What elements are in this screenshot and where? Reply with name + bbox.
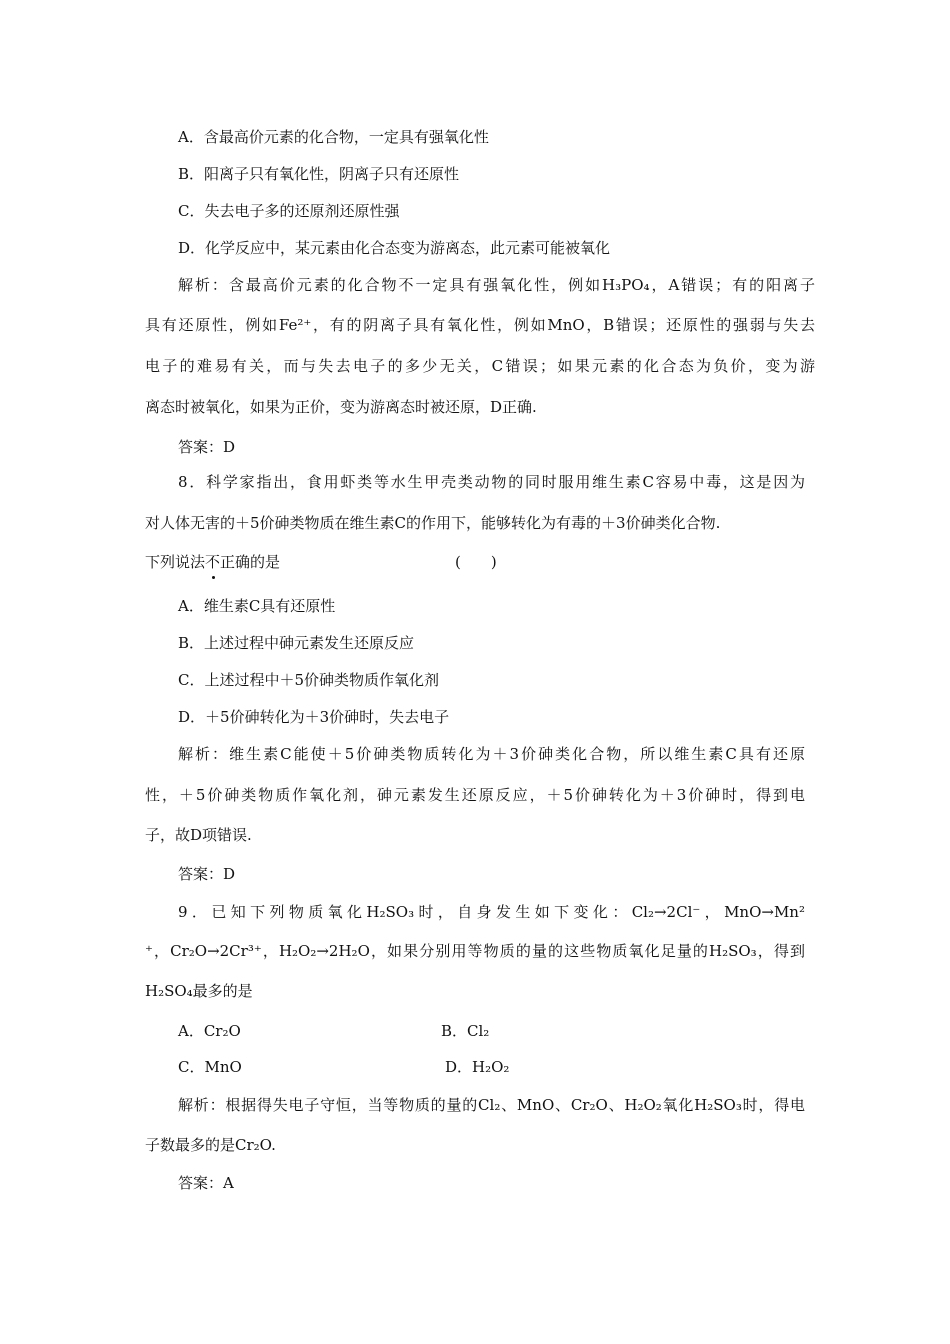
q7-option-b: B．阳离子只有氧化性，阴离子只有还原性 (178, 165, 460, 183)
q8-stem-line-2: 对人体无害的＋5价砷类物质在维生素C的作用下，能够转化为有毒的＋3价砷类化合物. (145, 514, 721, 532)
q7-option-a: A．含最高价元素的化合物，一定具有强氧化性 (178, 128, 489, 146)
q7-explanation-line-3: 电子的难易有关，而与失去电子的多少无关，C错误；如果元素的化合态为负价，变为游 (145, 357, 815, 375)
q9-option-row-2 (178, 1057, 848, 1077)
q9-stem-line-1: 9．已知下列物质氧化H₂SO₃时，自身发生如下变化：Cl₂→2Cl⁻，MnO→Mn² (178, 903, 805, 921)
q8-explanation-line-3: 子，故D项错误. (145, 826, 252, 844)
emphasis-dot-char: 不 (205, 553, 221, 571)
q7-explanation-line-1: 解析：含最高价元素的化合物不一定具有强氧化性，例如H₃PO₄，A错误；有的阳离子 (178, 276, 815, 294)
q9-option-d: D．H₂O₂ (445, 1058, 510, 1076)
q8-stem-text: 下列说法 (145, 553, 206, 571)
q8-stem-line-1: 8．科学家指出，食用虾类等水生甲壳类动物的同时服用维生素C容易中毒，这是因为 (178, 473, 805, 491)
q7-option-c: C．失去电子多的还原剂还原性强 (178, 202, 400, 220)
q9-stem-line-3: H₂SO₄最多的是 (145, 982, 253, 1000)
q8-answer: 答案：D (178, 865, 236, 883)
q8-stem-text-end: 正确的是 (220, 553, 281, 571)
q7-explanation-line-4: 离态时被氧化，如果为正价，变为游离态时被还原，D正确. (145, 398, 537, 416)
q9-option-row-1 (178, 1021, 848, 1041)
q7-answer: 答案：D (178, 438, 236, 456)
q9-stem-line-2: ⁺，Cr₂O→2Cr³⁺，H₂O₂→2H₂O，如果分别用等物质的量的这些物质氧化足量的H₂SO₃，得到 (145, 942, 805, 960)
q7-explanation-line-2: 具有还原性，例如Fe²⁺，有的阴离子具有氧化性，例如MnO，B错误；还原性的强弱与失去 (145, 316, 815, 334)
q7-option-d: D．化学反应中，某元素由化合态变为游离态，此元素可能被氧化 (178, 239, 611, 257)
q8-option-a: A．维生素C具有还原性 (178, 597, 336, 615)
q9-option-c: C．MnO (178, 1058, 242, 1076)
q8-option-d: D．＋5价砷转化为＋3价砷时，失去电子 (178, 708, 450, 726)
answer-bracket: ( ) (455, 553, 497, 571)
q9-explanation-line-2: 子数最多的是Cr₂O. (145, 1136, 276, 1154)
q8-explanation-line-1: 解析：维生素C能使＋5价砷类物质转化为＋3价砷类化合物，所以维生素C具有还原 (178, 745, 805, 763)
q8-explanation-line-2: 性，＋5价砷类物质作氧化剂，砷元素发生还原反应，＋5价砷转化为＋3价砷时，得到电 (145, 786, 805, 804)
q8-option-c: C．上述过程中＋5价砷类物质作氧化剂 (178, 671, 440, 689)
q9-option-a: A．Cr₂O (178, 1022, 241, 1040)
q9-option-b: B．Cl₂ (441, 1022, 490, 1040)
q8-option-b: B．上述过程中砷元素发生还原反应 (178, 634, 415, 652)
q9-explanation-line-1: 解析：根据得失电子守恒，当等物质的量的Cl₂、MnO、Cr₂O、H₂O₂氧化H₂SO₃时，得电 (178, 1096, 805, 1114)
q9-answer: 答案：A (178, 1174, 234, 1192)
q8-stem-line-3 (145, 552, 815, 572)
